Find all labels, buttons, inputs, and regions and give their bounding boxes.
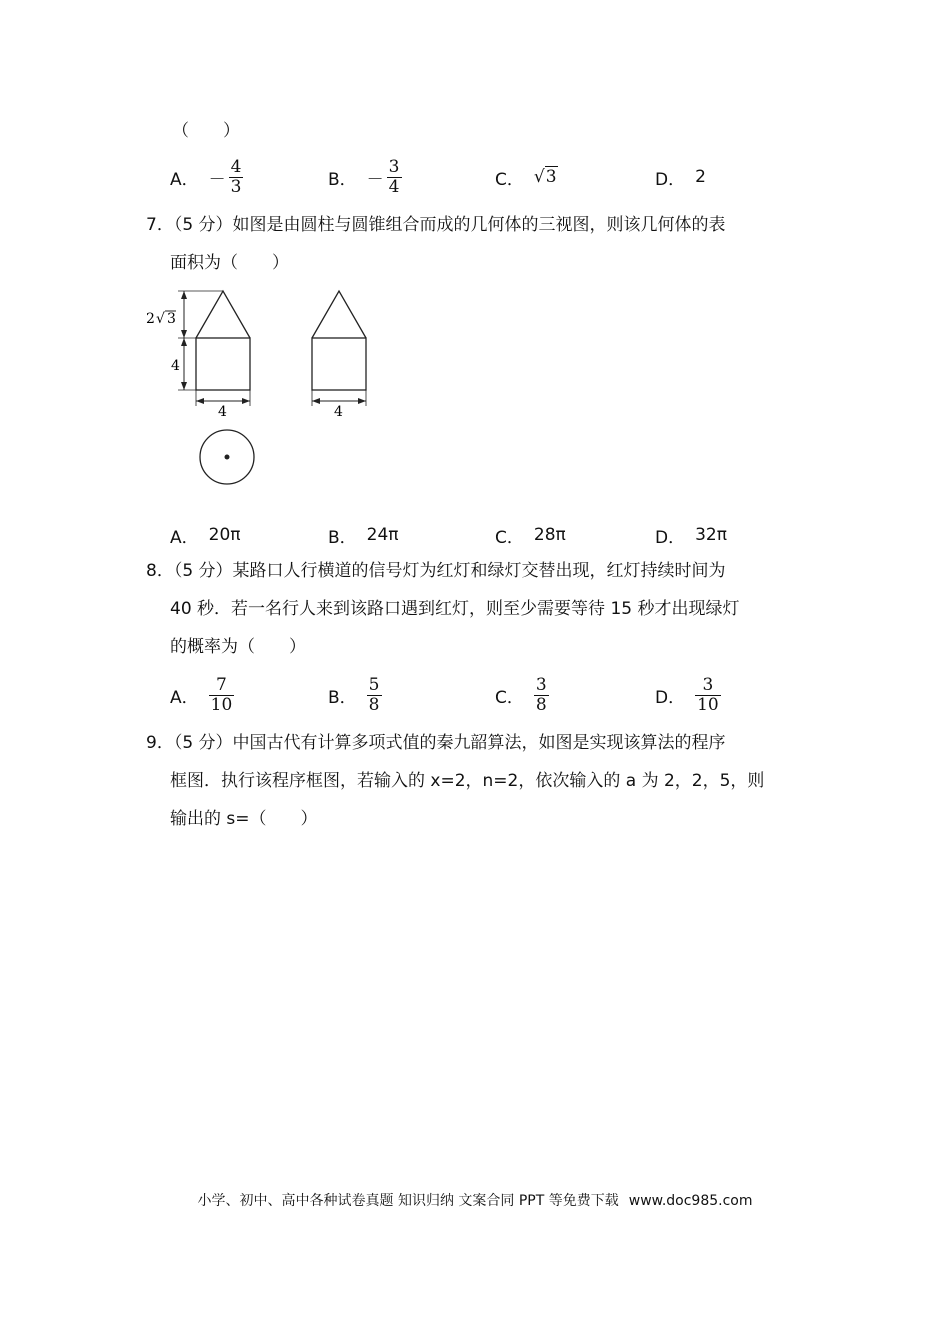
option-label: C．: [495, 527, 524, 548]
square-root: √3: [533, 167, 557, 187]
option-label: B．: [328, 169, 357, 190]
fraction: [534, 676, 549, 715]
denominator: 8: [535, 694, 547, 715]
denominator: 10: [697, 694, 719, 715]
option-label: B．: [328, 687, 357, 708]
q8-option-b: [328, 673, 382, 717]
dim-cone-rad: 3: [167, 311, 176, 327]
numerator: 3: [702, 674, 714, 695]
option-value: 24π: [366, 525, 399, 545]
q6-answer-paren: （ ）: [172, 121, 240, 141]
denominator: 10: [210, 694, 233, 715]
side-view-cone: [312, 291, 366, 338]
option-value: 32π: [695, 525, 727, 545]
dim-width-side: 4: [334, 404, 343, 420]
option-label: B．: [328, 527, 357, 548]
q9-stem-line-2: 框图．执行该程序框图，若输入的 x=2，n=2，依次输入的 a 为 2，2，5，则: [170, 771, 765, 791]
q8-option-d: [655, 673, 721, 717]
option-label: A．: [170, 527, 199, 548]
fraction: [229, 158, 244, 197]
top-view-center-dot: [225, 455, 230, 460]
q8-stem-line-2: 40 秒．若一名行人来到该路口遇到红灯，则至少需要等待 15 秒才出现绿灯: [170, 599, 740, 619]
q8-stem-line-1: 8．（5 分）某路口人行横道的信号灯为红灯和绿灯交替出现，红灯持续时间为: [146, 561, 726, 581]
page-footer: [0, 1190, 950, 1210]
option-label: A．: [170, 687, 199, 708]
denominator: 4: [388, 176, 400, 197]
numerator: 7: [216, 674, 227, 695]
footer-text: 小学、初中、高中各种试卷真题 知识归纳 文案合同 PPT 等免费下载: [197, 1193, 619, 1209]
negative-sign: －: [366, 169, 384, 190]
q6-option-d: [655, 155, 706, 199]
numerator: 5: [368, 674, 380, 695]
footer-url[interactable]: www.doc985.com: [628, 1193, 753, 1209]
sqrt-symbol: √: [156, 311, 165, 327]
option-label: C．: [495, 687, 524, 708]
negative-sign: －: [208, 169, 226, 190]
option-value: 2: [695, 167, 706, 187]
q8-option-c: [495, 673, 549, 717]
numerator: 4: [230, 156, 242, 177]
q6-option-a: [170, 155, 243, 199]
q8-stem-line-3: 的概率为（ ）: [170, 637, 306, 657]
option-label: D．: [655, 687, 686, 708]
q8-option-a: [170, 673, 234, 717]
q7-option-d: [655, 513, 727, 557]
q7-option-a: [170, 513, 241, 557]
side-view-cylinder: [312, 338, 366, 390]
q7-option-b: [328, 513, 399, 557]
front-view-cylinder: [196, 338, 250, 390]
q6-option-c: [495, 155, 558, 199]
fraction: [387, 158, 402, 197]
fraction: [209, 676, 235, 715]
radicand: 3: [545, 167, 557, 187]
option-label: D．: [655, 527, 686, 548]
denominator: 3: [230, 176, 242, 197]
option-label: A．: [170, 169, 199, 190]
numerator: 3: [535, 674, 547, 695]
q6-option-b: [328, 155, 402, 199]
denominator: 8: [368, 694, 380, 715]
q7-stem-line-1: 7．（5 分）如图是由圆柱与圆锥组合而成的几何体的三视图，则该几何体的表: [146, 215, 726, 235]
fraction: [695, 676, 721, 715]
q9-stem-line-3: 输出的 s=（ ）: [170, 809, 318, 829]
option-value: 20π: [208, 525, 241, 545]
option-value: 28π: [533, 525, 566, 545]
front-view-cone: [196, 291, 250, 338]
q7-option-c: [495, 513, 566, 557]
fraction: [367, 676, 382, 715]
option-label: C．: [495, 169, 524, 190]
dim-width-front: 4: [218, 404, 227, 420]
q9-stem-line-1: 9．（5 分）中国古代有计算多项式值的秦九韶算法，如图是实现该算法的程序: [146, 733, 726, 753]
dim-cyl-height: 4: [171, 358, 180, 374]
dim-cone-coef: 2: [146, 311, 155, 327]
q7-stem-line-2: 面积为（ ）: [170, 253, 289, 273]
option-label: D．: [655, 169, 686, 190]
three-view-figure: [140, 285, 380, 495]
numerator: 3: [388, 156, 400, 177]
